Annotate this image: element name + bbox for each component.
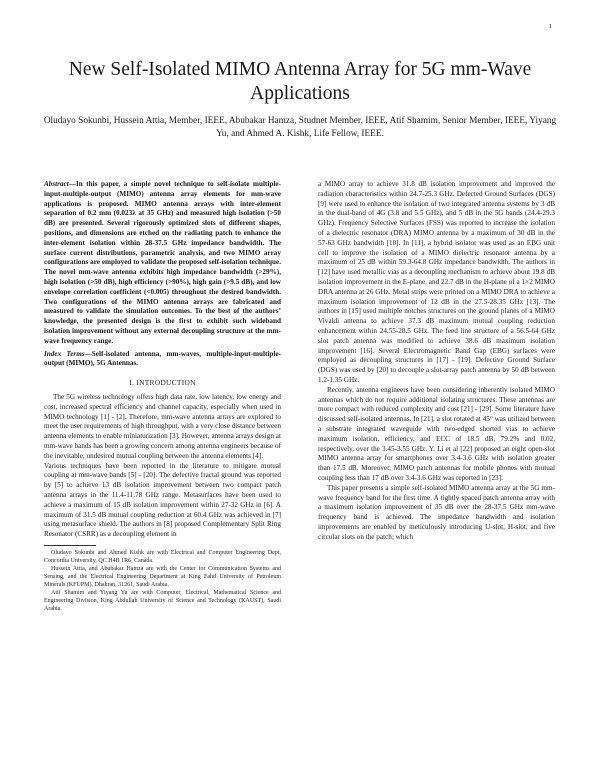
abstract-text: In this paper, a simple novel technique to self-isolate multiple-input-multiple-output (MIMO) antenna array elements for mm-wave applications is proposed. MIMO antenna arrays with inter-element separation of 0.2 mm (0.023λ at 35 GHz) and measured high isolation (>50 dB) are presented. Several rigorously optimized slots of different shapes, positions, and dimensions are etched on the radiating patch to enhance the inter-element isolation within 28-37.5 GHz impedance bandwidth. The surface current distributions, parametric analysis, and two MIMO array configurations are employed to validate the proposed self-isolation technique. The novel mm-wave antenna exhibits high impedance bandwidth (>29%), high isolation (>50 dB), high efficiency (>90%), high gain (>9.5 dB), and low envelope correlation coefficient (<0.005) throughout the desired bandwidth. Two configurations of the MIMO antenna arrays are fabricated and measured to validate the simulation outcomes. To the best of the authors’ knowledge, the presented design is the first to exhibit such wideband isolation improvement without any external decoupling structure at the mm-wave frequency range. [44,180,281,345]
body-paragraph: a MIMO array to achieve 31.8 dB isolation improvement and improved the radiation characteristics within 24.7-25.3 GHz. Defected Ground Surfaces (DGS) [9] were used to enhance the isolation of two integrated antenna systems by 3 dB in the dual-band of 4G (3.8 and 5.5 GHz), and 5 dB in the 5G bands (24.4-29.3 GHz). Frequency Selective Surfaces (FSS) was reported to increase the isolation of a dielectric resonator (DRA) MIMO antenna by a maximum of 30 dB in the 57-63 GHz bandwidth [10]. In [11], a hybrid isolator was used as an EBG unit cell to improve the isolation of a MIMO dielectric resonator antenna by a maximum of 25 dB within 59.3-64.8 GHz impedance bandwidth. The authors in [12] have used metallic vias as a decoupling mechanism to achieve about 19.8 dB isolation improvement in the E-plane, and 22.7 dB in the H-plane of a 1×2 MIMO DRA antenna at 26 GHz. Metal strips were printed on a MIMO DRA to achieve a maximum isolation improvement of 12 dB in the 27.5-28.35 GHz [13]. The authors in [15] used multiple notches structures on the ground planes of a MIMO Vivaldi antenna to achieve 37.3 dB maximum mutual coupling reduction enhancement within 24.55-28.5 GHz. The feed line structure of a 56.5-64 GHz slot patch antenna was modified to achieve 38.6 dB maximum isolation improvement [16]. Several Electromagnetic Band Gap (EBG) surfaces were employed as decoupling structures in [17] - [19]. Defective Ground Surface (DGS) was used by [20] to decouple a slot-array patch antenna by 50 dB between 1.2-1.35 GHz. [318,180,555,384]
author-footnotes [44,549,281,613]
left-column [44,180,281,613]
page-number: 1 [548,23,552,30]
index-terms [44,350,281,370]
body-paragraph: This paper presents a simple self-isolated MIMO antenna array at the 5G mm-wave frequency band for the first time. A tightly spaced patch antenna array with a maximum isolation improvement of 35 dB over the 28-37.5 GHz mm-wave frequency band is achieved. The impedance bandwidth and isolation improvements are enabled by meticulously introducing U-slot, H-slot, and five circular slots on the patch; which [318,483,555,541]
abstract-label: Abstract— [44,180,76,188]
footnote: Hussein Attia, and Abubakar Hamza are with the Center for Communication Systems and Sensing, and the Electrical Engineering Department at King Fahd University of Petroleum Minerals (KFUPM), Dhahran, 31261, Saudi Arabia. [44,565,281,588]
footnote-divider [44,545,96,546]
paper-title: New Self-Isolated MIMO Antenna Array for 5G mm-Wave Applications [68,59,532,104]
index-terms-label: Index Terms— [44,349,92,358]
intro-paragraph: Various techniques have been reported in the literature to mitigate mutual coupling at mm-wave bands [5] - [20]. The defective fractal ground was reported by [5] to achieve 13 dB isolation improvement between two compact patch antenna arrays in the 11.4-11.78 GHz range. Metasurfaces have been used to achieve a maximum of 15 dB isolation improvement within 27-32 GHz in [6]. A maximum of 31.5 dB mutual coupling reduction at 60.4 GHz was achieved in [7] using metasurface shield. The authors in [8] proposed Complementary Split Ring Resonator (CSRR) as a decoupling element in [44,461,281,539]
abstract [44,180,281,347]
right-column [318,180,555,542]
index-terms-text: Self-isolated antenna, mm-waves, multiple-input-multiple-output (MIMO), 5G Antennas. [44,349,282,368]
intro-paragraph: The 5G wireless technology offers high data rate, low latency, low energy and cost, increased spectral efficiency and channel capacity, especially when used in MIMO technology [1] - [2]. Therefore, mm-wave antenna arrays are explored to meet the user requirements of high throughput, with a very close distance between antenna elements to enable miniaturization [3]. However, antenna arrays design at mm-wave bands has been a growing concern among antenna engineers because of the inevitable, undesired mutual coupling between the antenna elements [4]. [44,392,281,460]
author-list: Oludayo Sokunbi, Hussein Attia, Member, IEEE, Abubakar Hamza, Studnet Member, IEEE, Atif Shamim, Senior Member, IEEE, Yiyang Yu, and Ahmed A. Kishk, Life Fellow, IEEE. [43,116,557,139]
footnote: Oludayo Sokunbi and Ahmed Kishk are with Electrical and Computer Engineering Dept, Concordia University, QC H4B 1R6, Canada. [44,549,281,564]
section-heading-introduction: I. INTRODUCTION [129,378,196,388]
footnote: Atif Shamim and Yiyang Yu are with Computer, Electrical, Mathematical Science and Engineering Division, King Abdullah University of Science and Technology (KAUST), Saudi Arabia. [44,589,281,612]
body-paragraph: Recently, antenna engineers have been considering inherently isolated MIMO antennas which do not require additional isolating structures. These antennas are more compact with reduced complexity and cost [21] - [29]. Some literature have discussed self-isolated antennas. In [21], a slot rotated at 45° was utilized between a substrate integrated waveguide with two-edged shorted vias to achieve maximum isolation, efficiency, and ECC of 18.5 dB, 79.2% and 0.02, respectively, over the 3.45-3.55 GHz. Y. Li et al [22] proposed an eight open-slot MIMO antenna array for smartphones over 3.4-3.6 GHz with isolation greater than 17.5 dB. Moreover, MIMO patch antennas for mobile phones with mutual coupling less than 17 dB over 3.4-3.6 GHz was reported in [23]. [318,385,555,482]
